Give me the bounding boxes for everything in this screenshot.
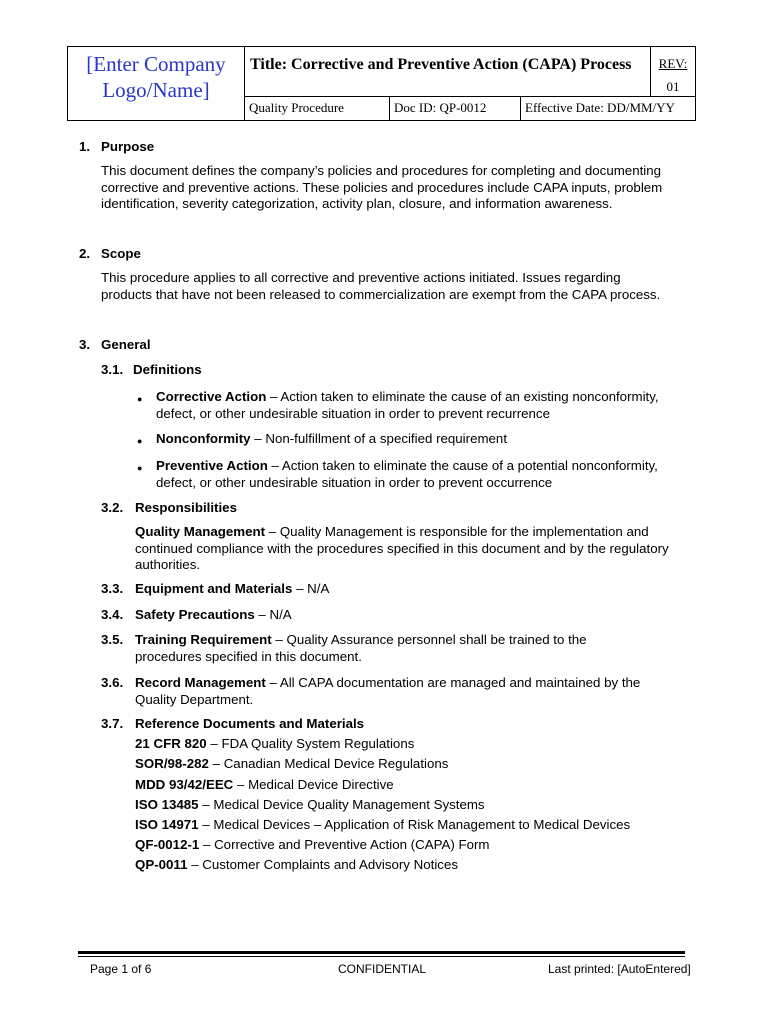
- company-logo-placeholder: [68, 47, 245, 121]
- bullet-icon: ●: [137, 463, 143, 473]
- definition-item: Corrective Action – Action taken to eliminate the cause of an existing nonconformity, defect, or other undesirable situation in order to prevent recurrence: [156, 389, 659, 421]
- scope-text: This procedure applies to all corrective and preventive actions initiated. Issues regarding products that have not been released to commercialization are exempt from the CAPA process.: [101, 270, 661, 302]
- subsection-number: 3.3.: [101, 581, 124, 596]
- responsibilities-text: Quality Management – Quality Management is responsible for the implementation and continued compliance with the procedures specified in this document and by the regulatory authorities.: [135, 524, 669, 572]
- bullet-icon: ●: [137, 436, 143, 446]
- footer-divider-thin: [78, 956, 685, 957]
- footer-divider: [78, 951, 685, 954]
- document-type: Quality Procedure: [245, 97, 390, 121]
- subsection-heading-references: Reference Documents and Materials: [135, 716, 365, 731]
- definition-item: Nonconformity – Non-fulfillment of a specified requirement: [156, 431, 508, 446]
- subsection-heading-definitions: Definitions: [133, 362, 202, 377]
- effective-date: Effective Date: DD/MM/YY: [521, 97, 696, 121]
- section-number: 3.: [79, 337, 91, 352]
- revision-number: 01: [666, 79, 680, 94]
- reference-item: QP-0011 – Customer Complaints and Advisory Notices: [135, 857, 458, 872]
- revision-cell: [651, 47, 696, 97]
- subsection-number: 3.5.: [101, 632, 124, 647]
- section-heading-scope: Scope: [101, 246, 141, 261]
- reference-item: SOR/98-282 – Canadian Medical Device Regulations: [135, 756, 449, 771]
- equipment-text: Equipment and Materials – N/A: [135, 581, 330, 596]
- document-header-table: [67, 46, 696, 121]
- reference-item: 21 CFR 820 – FDA Quality System Regulations: [135, 736, 415, 751]
- section-heading-purpose: Purpose: [101, 139, 155, 154]
- document-id: Doc ID: QP-0012: [390, 97, 521, 121]
- reference-item: ISO 14971 – Medical Devices – Application of Risk Management to Medical Devices: [135, 817, 631, 832]
- purpose-text: This document defines the company’s policies and procedures for completing and documenting corrective and preventive actions. These policies and procedures include CAPA inputs, problem identification, severity categorization, activity plan, closure, and information awareness.: [101, 163, 663, 211]
- subsection-number: 3.4.: [101, 607, 124, 622]
- section-heading-general: General: [101, 337, 151, 352]
- last-printed: Last printed: [AutoEntered]: [548, 962, 691, 976]
- page-number: Page 1 of 6: [90, 962, 152, 976]
- document-title-text: Title: Corrective and Preventive Action (CAPA) Process: [250, 56, 632, 73]
- reference-item: MDD 93/42/EEC – Medical Device Directive: [135, 777, 394, 792]
- bullet-icon: ●: [137, 394, 143, 404]
- training-text: Training Requirement – Quality Assurance personnel shall be trained to the procedures specified in this document.: [135, 632, 587, 664]
- subsection-number: 3.1.: [101, 362, 124, 377]
- reference-item: ISO 13485 – Medical Device Quality Management Systems: [135, 797, 485, 812]
- safety-text: Safety Precautions – N/A: [135, 607, 292, 622]
- subsection-number: 3.6.: [101, 675, 124, 690]
- definition-item: Preventive Action – Action taken to eliminate the cause of a potential nonconformity, defect, or other undesirable situation in order to prevent occurrence: [156, 458, 658, 490]
- confidential-label: CONFIDENTIAL: [338, 962, 427, 976]
- records-text: Record Management – All CAPA documentation are managed and maintained by the Quality Department.: [135, 675, 641, 707]
- reference-item: QF-0012-1 – Corrective and Preventive Action (CAPA) Form: [135, 837, 490, 852]
- revision-label: REV:: [658, 56, 688, 71]
- section-number: 2.: [79, 246, 91, 261]
- subsection-heading-responsibilities: Responsibilities: [135, 500, 237, 515]
- subsection-number: 3.2.: [101, 500, 124, 515]
- subsection-number: 3.7.: [101, 716, 124, 731]
- section-number: 1.: [79, 139, 91, 154]
- company-logo-text: [Enter Company Logo/Name]: [86, 52, 226, 102]
- document-title: [245, 47, 651, 97]
